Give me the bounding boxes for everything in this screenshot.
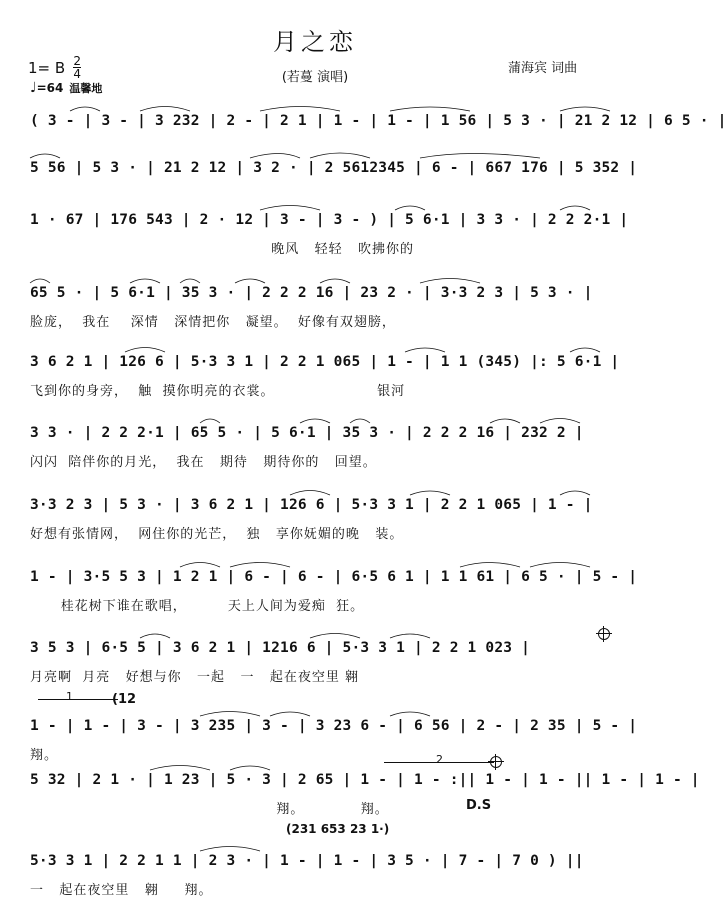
tempo-value: =64 xyxy=(36,81,64,95)
alternate-passage: (231 653 23 1·) xyxy=(286,822,390,836)
coda-icon xyxy=(598,628,610,640)
lyrics-line: 好想有张情网， 网住你的光芒， 独 享你妩媚的晚 装。 xyxy=(30,527,404,542)
notation-line: 3 3 · | 2 2 2·1 | 65 5 · | 5 6·1 | 35 3 · | 2 2 2 16 | 232 2 | xyxy=(30,425,584,441)
lyrics-line: 一 起在夜空里 翱 翔。 xyxy=(30,883,213,898)
time-bottom: 4 xyxy=(73,67,81,81)
key-label: 1= B xyxy=(28,58,66,77)
lyrics-line: 闪闪 陪伴你的月光， 我在 期待 期待你的 回望。 xyxy=(30,455,377,470)
time-top: 2 xyxy=(73,54,81,68)
lyrics-line: 飞到你的身旁， 触 摸你明亮的衣裳。 银河 xyxy=(30,384,406,399)
singer-credit: (若蔓 演唱) xyxy=(281,70,349,85)
notation-line: 3·3 2 3 | 5 3 · | 3 6 2 1 | 126 6 | 5·3 3 1 | 2 2 1 065 | 1 - | xyxy=(30,497,593,513)
lyrics-line: 月亮啊 月亮 好想与你 一起 一 起在夜空里 翱 xyxy=(30,670,359,685)
notation-line: 1 - | 3·5 5 3 | 1 2 1 | 6 - | 6 - | 6·5 6 1 | 1 1 61 | 6 5 · | 5 - | xyxy=(30,569,638,585)
notation-line: 5 56 | 5 3 · | 21 2 12 | 3 2 · | 2 5612345 | 6 - | 667 176 | 5 352 | xyxy=(30,160,638,176)
key-signature xyxy=(28,55,81,80)
volta-1-label: 1 xyxy=(66,690,73,703)
lyrics-line: 晚风 轻轻 吹拂你的 xyxy=(30,242,415,257)
notation-line: 5·3 3 1 | 2 2 1 1 | 2 3 · | 1 - | 1 - | 3 5 · | 7 - | 7 0 ) || xyxy=(30,853,584,869)
tempo-marking xyxy=(30,80,102,96)
dal-segno-marking: D.S xyxy=(466,798,492,813)
volta-alt-label: (12 xyxy=(112,692,137,707)
lyrics-line: 翔。 翔。 xyxy=(30,802,389,817)
time-signature xyxy=(73,55,81,80)
notation-line: 3 5 3 | 6·5 5 | 3 6 2 1 | 1216 6 | 5·3 3 1 | 2 2 1 023 | xyxy=(30,640,531,656)
quarter-note-icon: ♩ xyxy=(30,80,37,96)
volta-2-label: 2 xyxy=(436,753,443,766)
notation-line: 3 6 2 1 | 126 6 | 5·3 3 1 | 2 2 1 065 | 1 - | 1 1 (345) |: 5 6·1 | xyxy=(30,354,620,370)
mood-marking: 温馨地 xyxy=(69,82,103,95)
notation-line: ( 3 - | 3 - | 3 232 | 2 - | 2 1 | 1 - | 1 - | 1 56 | 5 3 · | 21 2 12 | 6 5 · | xyxy=(30,113,727,129)
lyrics-line: 桂花树下谁在歌唱， 天上人间为爱痴 狂。 xyxy=(30,599,365,614)
lyrics-line: 翔。 xyxy=(30,748,59,763)
lyrics-line: 脸庞， 我在 深情 深情把你 凝望。 好像有双翅膀， xyxy=(30,315,396,330)
notation-line: 5 32 | 2 1 · | 1 23 | 5 · 3 | 2 65 | 1 - | 1 - :|| 1 - | 1 - || 1 - | 1 - | xyxy=(30,772,700,788)
notation-line: 65 5 · | 5 6·1 | 35 3 · | 2 2 2 16 | 23 2 · | 3·3 2 3 | 5 3 · | xyxy=(30,285,593,301)
notation-line: 1 · 67 | 176 543 | 2 · 12 | 3 - | 3 - ) | 5 6·1 | 3 3 · | 2 2 2·1 | xyxy=(30,212,629,228)
lyricist-composer-credit: 蒲海宾 词曲 xyxy=(508,61,578,76)
song-title: 月之恋 xyxy=(273,28,357,56)
volta-bracket-1 xyxy=(38,699,118,700)
notation-line: 1 - | 1 - | 3 - | 3 235 | 3 - | 3 23 6 - | 6 56 | 2 - | 2 35 | 5 - | xyxy=(30,718,638,734)
